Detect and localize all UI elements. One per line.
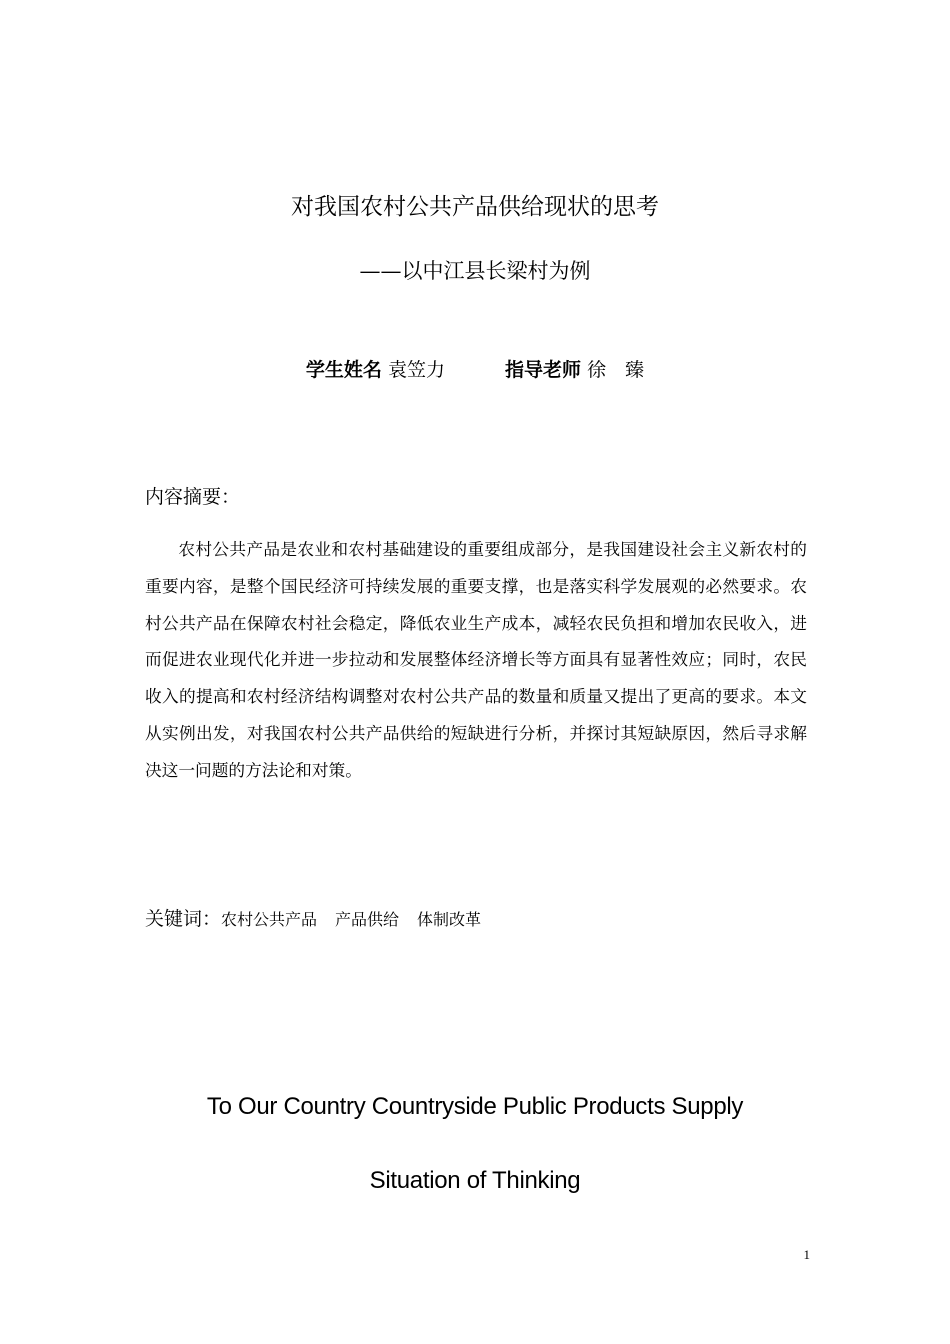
advisor-name: 徐 臻 — [587, 359, 645, 381]
keywords-label: 关键词： — [145, 908, 222, 930]
english-title-line-2: Situation of Thinking — [369, 1167, 581, 1194]
document-title: 对我国农村公共产品供给现状的思考 — [291, 194, 659, 220]
advisor-label: 指导老师 — [505, 359, 582, 381]
abstract-heading: 内容摘要： — [145, 486, 241, 508]
document-subtitle: ——以中江县长梁村为例 — [359, 259, 591, 283]
keyword: 体制改革 — [417, 910, 482, 929]
english-title-line-1: To Our Country Countryside Public Products Supply — [206, 1093, 744, 1120]
keyword: 产品供给 — [335, 910, 400, 929]
author-line — [0, 355, 950, 385]
student-name: 袁笠力 — [387, 359, 445, 381]
keywords-line — [145, 904, 499, 935]
page-number: 1 — [803, 1247, 810, 1262]
student-label: 学生姓名 — [305, 359, 382, 381]
abstract-text: 农村公共产品是农业和农村基础建设的重要组成部分，是我国建设社会主义新农村的重要内容，是整个国民经济可持续发展的重要支撑，也是落实科学发展观的必然要求。农村公共产品在保障农村社会稳定，降低农业生产成本，减轻农民负担和增加农民收入，进而促进农业现代化并进一步拉动和发展整体经济增长等方面具有显著性效应；同时，农民收入的提高和农村经济结构调整对农村公共产品的数量和质量又提出了更高的要求。本文从实例出发，对我国农村公共产品供给的短缺进行分析，并探讨其短缺原因，然后寻求解决这一问题的方法论和对策。 — [145, 539, 807, 780]
keyword: 农村公共产品 — [221, 910, 318, 929]
